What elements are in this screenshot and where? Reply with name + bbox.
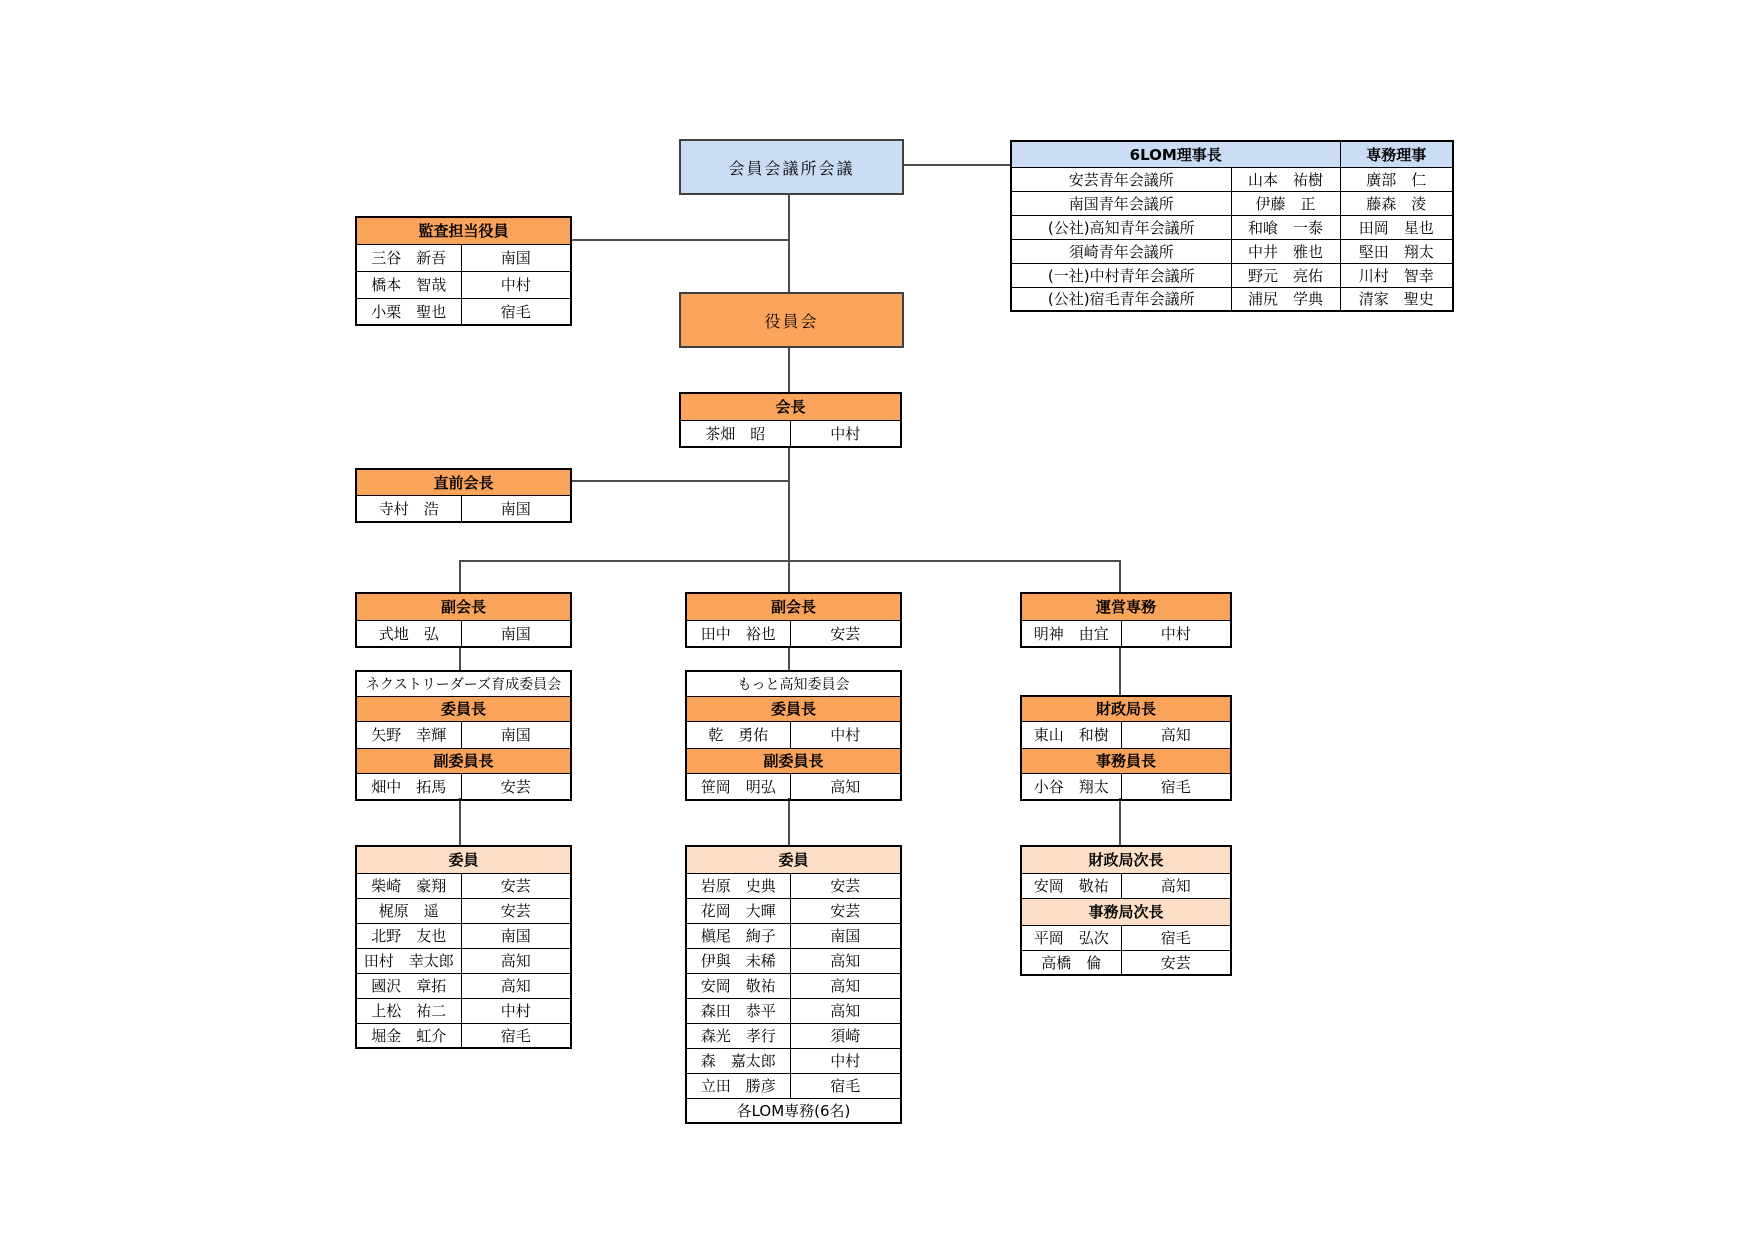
table-row [1021, 721, 1231, 748]
member-lom: 安芸 [790, 898, 901, 923]
member-lom: 宿毛 [461, 298, 571, 325]
table-row [356, 923, 571, 948]
audit-officers-table [355, 216, 572, 326]
finance-deputy-lom: 高知 [1121, 873, 1231, 898]
table-row [1011, 167, 1453, 191]
lom-secretaries-footer: 各LOM専務(6名) [686, 1098, 901, 1123]
member-name: 安岡 敬祐 [686, 973, 790, 998]
committee-vice-chair-title: 副委員長 [686, 748, 901, 773]
member-lom: 高知 [790, 948, 901, 973]
member-lom: 安芸 [790, 873, 901, 898]
lom-secretary-header: 専務理事 [1340, 141, 1453, 167]
member-name: 立田 勝彦 [686, 1073, 790, 1098]
member-name: 三谷 新吾 [356, 244, 461, 271]
members-title: 委員 [356, 846, 571, 873]
office-director-name: 小谷 翔太 [1021, 773, 1121, 800]
previous-president-lom: 南国 [461, 495, 571, 522]
chair-name: 浦尻 学典 [1231, 287, 1340, 311]
middle-vice-president-table [685, 592, 902, 648]
member-name: 堀金 虹介 [356, 1023, 461, 1048]
table-row [356, 721, 571, 748]
secretary-name: 清家 聖史 [1340, 287, 1453, 311]
chair-name: 野元 亮佑 [1231, 263, 1340, 287]
lom-name: 南国青年会議所 [1011, 191, 1231, 215]
table-row [1021, 925, 1231, 950]
committee-chair-lom: 南国 [461, 721, 571, 748]
office-director-title: 事務員長 [1021, 748, 1231, 773]
finance-director-title: 財政局長 [1021, 696, 1231, 721]
secretary-name: 堅田 翔太 [1340, 239, 1453, 263]
table-row [686, 1023, 901, 1048]
lom-name: (一社)中村青年会議所 [1011, 263, 1231, 287]
vice-president-lom: 南国 [461, 620, 571, 647]
committee-vice-chair-name: 畑中 拓馬 [356, 773, 461, 800]
lom-name: 須崎青年会議所 [1011, 239, 1231, 263]
previous-president-table [355, 468, 572, 523]
connector-line [459, 560, 1121, 562]
member-lom: 宿毛 [461, 1023, 571, 1048]
member-name: 北野 友也 [356, 923, 461, 948]
audit-title: 監査担当役員 [356, 217, 571, 244]
connector-line [788, 560, 790, 592]
directors-table [1020, 695, 1232, 801]
connector-line [788, 191, 790, 293]
chair-name: 伊藤 正 [1231, 191, 1340, 215]
table-row [680, 420, 901, 447]
table-row [1011, 263, 1453, 287]
table-row [356, 773, 571, 800]
lom-chairs-table [1010, 140, 1454, 312]
left-members-table [355, 845, 572, 1049]
table-row [1011, 215, 1453, 239]
committee-chair-name: 乾 勇佑 [686, 721, 790, 748]
table-row [356, 620, 571, 647]
table-row [356, 898, 571, 923]
president-lom: 中村 [790, 420, 901, 447]
table-row [356, 948, 571, 973]
member-name: 花岡 大暉 [686, 898, 790, 923]
finance-director-lom: 高知 [1121, 721, 1231, 748]
member-lom: 宿毛 [790, 1073, 901, 1098]
member-name: 上松 祐二 [356, 998, 461, 1023]
committee-vice-chair-title: 副委員長 [356, 748, 571, 773]
member-name: 小栗 聖也 [356, 298, 461, 325]
committee-vice-chair-name: 笹岡 明弘 [686, 773, 790, 800]
officers-board-label: 役員会 [764, 311, 819, 331]
member-name: 森 嘉太郎 [686, 1048, 790, 1073]
committee-chair-lom: 中村 [790, 721, 901, 748]
table-row [686, 898, 901, 923]
member-name: 岩原 史典 [686, 873, 790, 898]
connector-line [570, 480, 789, 482]
office-deputy-lom: 安芸 [1121, 950, 1231, 975]
connector-line [788, 798, 790, 845]
vice-president-title: 副会長 [356, 593, 571, 620]
left-committee-table [355, 670, 572, 801]
member-lom: 高知 [790, 998, 901, 1023]
managing-director-name: 明神 由宜 [1021, 620, 1121, 647]
connector-line [788, 446, 790, 561]
connector-line [1119, 560, 1121, 592]
office-deputy-lom: 宿毛 [1121, 925, 1231, 950]
lom-name: (公社)宿毛青年会議所 [1011, 287, 1231, 311]
table-row [686, 873, 901, 898]
table-row [686, 1048, 901, 1073]
lom-name: (公社)高知青年会議所 [1011, 215, 1231, 239]
office-deputy-name: 高橋 倫 [1021, 950, 1121, 975]
table-row [686, 721, 901, 748]
table-row [1021, 773, 1231, 800]
lom-name: 安芸青年会議所 [1011, 167, 1231, 191]
member-name: 田村 幸太郎 [356, 948, 461, 973]
table-row [686, 620, 901, 647]
committee-name: ネクストリーダーズ育成委員会 [356, 671, 571, 696]
vice-president-name: 式地 弘 [356, 620, 461, 647]
deputies-table [1020, 845, 1232, 976]
committee-vice-chair-lom: 高知 [790, 773, 901, 800]
middle-members-table [685, 845, 902, 1124]
president-table [679, 392, 902, 448]
office-deputy-title: 事務局次長 [1021, 898, 1231, 925]
managing-director-table [1020, 592, 1232, 648]
previous-president-title: 直前会長 [356, 469, 571, 495]
member-lom: 須崎 [790, 1023, 901, 1048]
table-row [356, 271, 571, 298]
connector-line [570, 239, 789, 241]
member-name: 橋本 智哉 [356, 271, 461, 298]
managing-director-title: 運営専務 [1021, 593, 1231, 620]
member-name: 梶原 遥 [356, 898, 461, 923]
table-row [686, 973, 901, 998]
previous-president-name: 寺村 浩 [356, 495, 461, 522]
member-name: 伊與 未稀 [686, 948, 790, 973]
member-name: 槇尾 絢子 [686, 923, 790, 948]
table-row [356, 1023, 571, 1048]
connector-line [459, 560, 461, 592]
connector-line [900, 164, 1010, 166]
member-lom: 高知 [461, 948, 571, 973]
member-lom: 中村 [461, 998, 571, 1023]
committee-name: もっと高知委員会 [686, 671, 901, 696]
table-row [686, 948, 901, 973]
middle-committee-table [685, 670, 902, 801]
table-row [1011, 287, 1453, 311]
chair-name: 山本 祐樹 [1231, 167, 1340, 191]
committee-chair-title: 委員長 [686, 696, 901, 721]
connector-line [459, 798, 461, 845]
member-lom: 高知 [461, 973, 571, 998]
table-row [686, 773, 901, 800]
secretary-name: 川村 智幸 [1340, 263, 1453, 287]
member-name: 森田 恭平 [686, 998, 790, 1023]
secretary-name: 藤森 淩 [1340, 191, 1453, 215]
member-lom: 中村 [790, 1048, 901, 1073]
member-lom: 南国 [461, 244, 571, 271]
connector-line [1119, 798, 1121, 845]
table-row [356, 495, 571, 522]
chair-name: 和喰 一泰 [1231, 215, 1340, 239]
member-lom: 安芸 [461, 873, 571, 898]
finance-director-name: 東山 和樹 [1021, 721, 1121, 748]
table-row [1021, 873, 1231, 898]
president-name: 茶畑 昭 [680, 420, 790, 447]
member-name: 森光 孝行 [686, 1023, 790, 1048]
office-director-lom: 宿毛 [1121, 773, 1231, 800]
member-name: 國沢 章拓 [356, 973, 461, 998]
table-row [356, 998, 571, 1023]
finance-deputy-title: 財政局次長 [1021, 846, 1231, 873]
table-row [356, 873, 571, 898]
finance-deputy-name: 安岡 敬祐 [1021, 873, 1121, 898]
member-name: 柴崎 豪翔 [356, 873, 461, 898]
left-vice-president-table [355, 592, 572, 648]
table-row [356, 298, 571, 325]
table-row [686, 998, 901, 1023]
president-title: 会長 [680, 393, 901, 420]
committee-chair-title: 委員長 [356, 696, 571, 721]
member-lom: 南国 [461, 923, 571, 948]
member-lom: 南国 [790, 923, 901, 948]
connector-line [788, 646, 790, 670]
members-title: 委員 [686, 846, 901, 873]
chair-name: 中井 雅也 [1231, 239, 1340, 263]
member-lom: 中村 [461, 271, 571, 298]
secretary-name: 廣部 仁 [1340, 167, 1453, 191]
secretary-name: 田岡 星也 [1340, 215, 1453, 239]
connector-line [1119, 646, 1121, 695]
committee-vice-chair-lom: 安芸 [461, 773, 571, 800]
table-row [1021, 950, 1231, 975]
table-row [1011, 239, 1453, 263]
managing-director-lom: 中村 [1121, 620, 1231, 647]
table-row [1011, 191, 1453, 215]
connector-line [788, 344, 790, 392]
committee-chair-name: 矢野 幸輝 [356, 721, 461, 748]
table-row [1021, 620, 1231, 647]
vice-president-name: 田中 裕也 [686, 620, 790, 647]
member-lom: 安芸 [461, 898, 571, 923]
member-conference-box [679, 139, 904, 195]
member-lom: 高知 [790, 973, 901, 998]
officers-board-box [679, 292, 904, 348]
table-row [356, 973, 571, 998]
table-row [686, 1073, 901, 1098]
vice-president-title: 副会長 [686, 593, 901, 620]
connector-line [459, 646, 461, 670]
vice-president-lom: 安芸 [790, 620, 901, 647]
table-row [686, 923, 901, 948]
member-conference-label: 会員会議所会議 [728, 158, 855, 178]
table-row [356, 244, 571, 271]
office-deputy-name: 平岡 弘次 [1021, 925, 1121, 950]
lom-chair-header: 6LOM理事長 [1011, 141, 1340, 167]
